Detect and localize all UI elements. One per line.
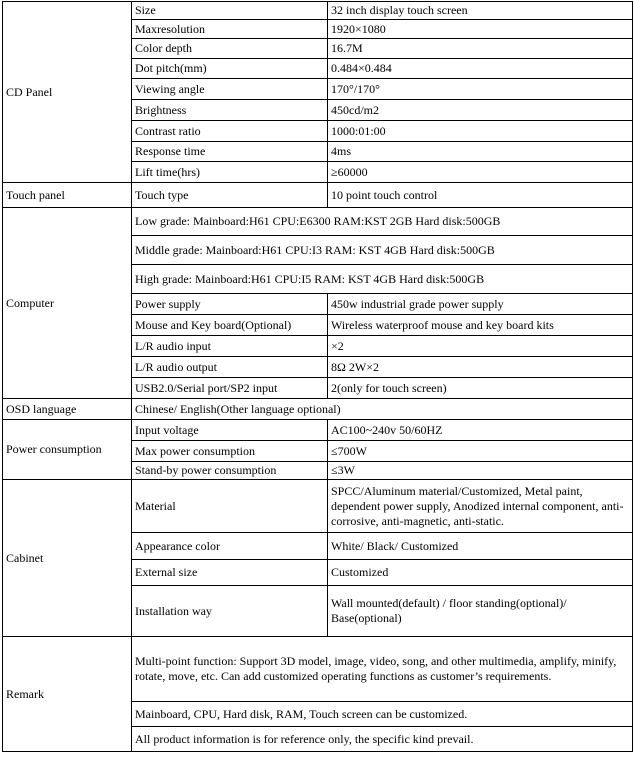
spec-value: 0.484×0.484	[328, 59, 633, 79]
section-label-osd-language: OSD language	[3, 399, 132, 420]
spec-key: External size	[132, 560, 328, 586]
spec-value: ≤3W	[328, 462, 633, 480]
spec-table	[2, 1, 633, 752]
computer-grade-middle: Middle grade: Mainboard:H61 CPU:I3 RAM: KST 4GB Hard disk:500GB	[132, 236, 633, 265]
spec-row	[3, 420, 633, 441]
spec-key: Stand-by power consumption	[132, 462, 328, 480]
spec-key: Input voltage	[132, 420, 328, 441]
spec-key: Material	[132, 480, 328, 533]
spec-key: Dot pitch(mm)	[132, 59, 328, 79]
spec-value: ≤700W	[328, 441, 633, 462]
remark-line: All product information is for reference only, the specific kind prevail.	[132, 727, 633, 752]
section-label-power-consumption: Power consumption	[3, 420, 132, 480]
spec-key: Maxresolution	[132, 20, 328, 39]
spec-value: White/ Black/ Customized	[328, 533, 633, 560]
spec-key: Contrast ratio	[132, 121, 328, 142]
spec-key: Response time	[132, 142, 328, 162]
spec-row	[3, 637, 633, 702]
spec-value: Customized	[328, 560, 633, 586]
spec-key: Max power consumption	[132, 441, 328, 462]
spec-key: Size	[132, 2, 328, 20]
spec-key: Power supply	[132, 294, 328, 315]
section-label-remark: Remark	[3, 637, 132, 752]
spec-value: 16.7M	[328, 39, 633, 59]
spec-value: 4ms	[328, 142, 633, 162]
spec-value: 32 inch display touch screen	[328, 2, 633, 20]
spec-row	[3, 183, 633, 208]
spec-key: Color depth	[132, 39, 328, 59]
spec-value: 10 point touch control	[328, 183, 633, 208]
spec-row	[3, 208, 633, 236]
remark-line: Mainboard, CPU, Hard disk, RAM, Touch screen can be customized.	[132, 702, 633, 727]
spec-value: 450w industrial grade power supply	[328, 294, 633, 315]
spec-row	[3, 480, 633, 533]
spec-value: ≥60000	[328, 162, 633, 183]
spec-key: Viewing angle	[132, 79, 328, 100]
section-label-computer: Computer	[3, 208, 132, 399]
remark-line: Multi-point function: Support 3D model, image, video, song, and other multimedia, amplify, minify, rotate, move, etc. Can add customized operating functions as customer’s requirements.	[132, 637, 633, 702]
spec-key: USB2.0/Serial port/SP2 input	[132, 378, 328, 399]
computer-grade-high: High grade: Mainboard:H61 CPU:I5 RAM: KST 4GB Hard disk:500GB	[132, 265, 633, 294]
spec-value: 170°/170°	[328, 79, 633, 100]
spec-value: Wireless waterproof mouse and key board kits	[328, 315, 633, 336]
section-label-lcd-panel: CD Panel	[3, 2, 132, 183]
spec-key: Mouse and Key board(Optional)	[132, 315, 328, 336]
spec-key: L/R audio output	[132, 357, 328, 378]
spec-value: 8Ω 2W×2	[328, 357, 633, 378]
spec-value: SPCC/Aluminum material/Customized, Metal paint, dependent power supply, Anodized internal component, anti-corrosive, anti-magnetic, anti-static.	[328, 480, 633, 533]
spec-key: Touch type	[132, 183, 328, 208]
spec-key: Installation way	[132, 586, 328, 637]
spec-value: 2(only for touch screen)	[328, 378, 633, 399]
spec-value: Chinese/ English(Other language optional)	[132, 399, 633, 420]
spec-value: 450cd/m2	[328, 100, 633, 121]
spec-value: 1000:01:00	[328, 121, 633, 142]
computer-grade-low: Low grade: Mainboard:H61 CPU:E6300 RAM:KST 2GB Hard disk:500GB	[132, 208, 633, 236]
spec-row	[3, 2, 633, 20]
spec-key: Appearance color	[132, 533, 328, 560]
spec-value: 1920×1080	[328, 20, 633, 39]
spec-value: AC100~240v 50/60HZ	[328, 420, 633, 441]
spec-value: Wall mounted(default) / floor standing(optional)/ Base(optional)	[328, 586, 633, 637]
spec-row	[3, 399, 633, 420]
spec-value: ×2	[328, 336, 633, 357]
spec-key: L/R audio input	[132, 336, 328, 357]
spec-key: Brightness	[132, 100, 328, 121]
spec-key: Lift time(hrs)	[132, 162, 328, 183]
section-label-touch-panel: Touch panel	[3, 183, 132, 208]
section-label-cabinet: Cabinet	[3, 480, 132, 637]
